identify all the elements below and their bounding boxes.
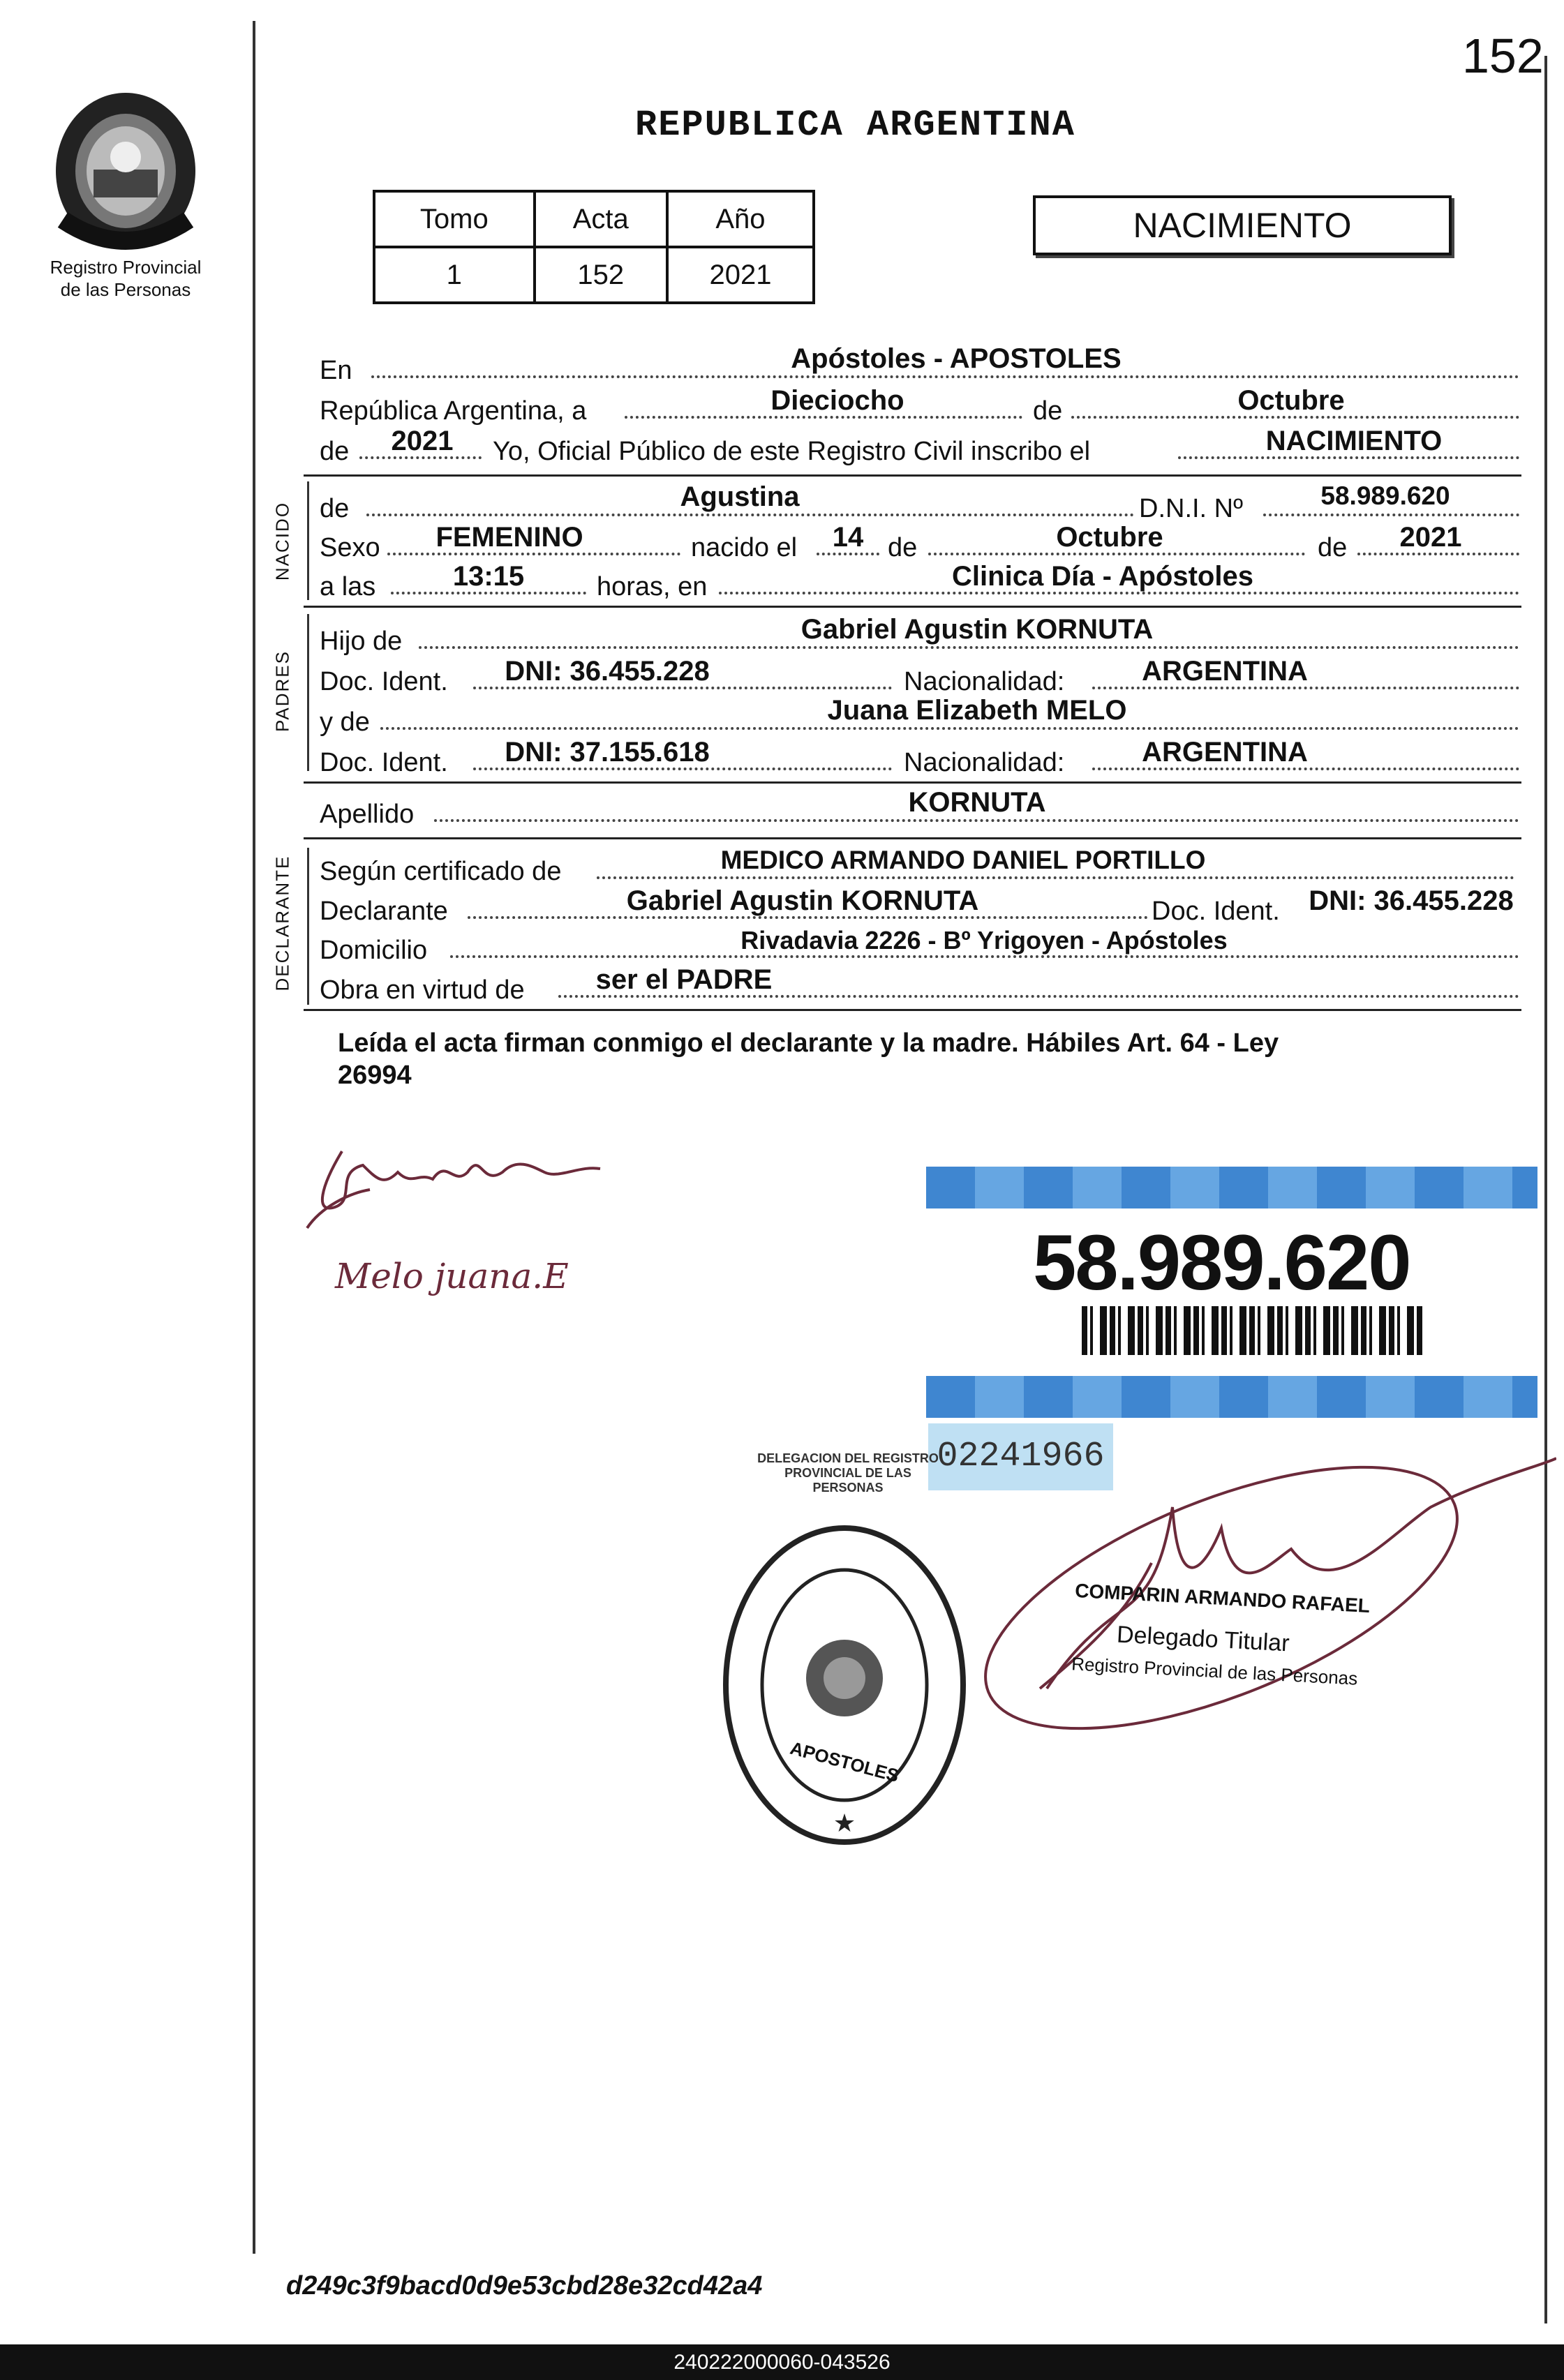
nac-label-father: Nacionalidad: (904, 667, 1065, 696)
month: Octubre (1237, 385, 1345, 416)
cert-dots (597, 876, 1514, 879)
header-anio: Año (667, 191, 814, 247)
mother-doc: DNI: 37.155.618 (505, 737, 710, 768)
declarante-name: Gabriel Agustin KORNUTA (626, 885, 979, 916)
child-name: Agustina (680, 481, 800, 512)
dni-sticker-number: 58.989.620 (1033, 1219, 1410, 1306)
act-type-box (1033, 195, 1452, 255)
day-words: Dieciocho (770, 385, 904, 416)
footer-id: 240222000060-043526 (673, 2351, 891, 2374)
sticker-code: 02241966 (937, 1437, 1105, 1476)
divider-declarante-bottom (304, 1009, 1521, 1011)
divider-declarante-top (304, 837, 1521, 839)
act-type: NACIMIENTO (1133, 206, 1352, 245)
mother-dots (380, 727, 1519, 730)
republica-label: República Argentina, a (320, 396, 587, 426)
de-label-4: de (888, 533, 918, 562)
logo-caption-1: Registro Provincial (50, 257, 202, 278)
mother-signature (293, 1130, 614, 1270)
dom-dots (450, 955, 1519, 958)
place: Apóstoles - APOSTOLES (791, 343, 1122, 374)
birth-year: 2021 (1399, 522, 1462, 553)
nacido-bracket (307, 481, 309, 600)
footer-bar (0, 2344, 1564, 2380)
official-role: Delegado Titular (1116, 1621, 1290, 1657)
section-padres: PADRES (271, 650, 293, 732)
header-tomo: Tomo (374, 191, 535, 247)
cert-label: Según certificado de (320, 857, 562, 886)
child-dni: 58.989.620 (1320, 481, 1450, 510)
birth-time: 13:15 (452, 561, 525, 592)
father-dots (419, 646, 1519, 649)
hijo-label: Hijo de (320, 627, 403, 656)
apellido: KORNUTA (908, 787, 1046, 818)
obra: ser el PADRE (595, 964, 773, 995)
divider-apellido-top (304, 781, 1521, 784)
declarante-bracket (307, 848, 309, 1005)
right-edge-line (1544, 56, 1547, 2323)
mother-signature-name: Melo juana.E (335, 1256, 569, 1296)
cert: MEDICO ARMANDO DANIEL PORTILLO (720, 846, 1206, 874)
document-hash: d249c3f9bacd0d9e53cbd28e32cd42a4 (286, 2271, 763, 2300)
doc-label-father: Doc. Ident. (320, 667, 448, 696)
official-org: Registro Provincial de las Personas (1071, 1653, 1358, 1689)
doc-label-mother: Doc. Ident. (320, 748, 448, 777)
header-acta: Acta (535, 191, 667, 247)
name-dots (366, 514, 1134, 516)
padres-bracket (307, 614, 309, 771)
de-label-2: de (320, 437, 350, 466)
apellido-label: Apellido (320, 800, 415, 829)
decl-doc-label: Doc. Ident. (1152, 897, 1280, 926)
nacido-el-label: nacido el (691, 533, 798, 562)
section-nacido: NACIDO (271, 501, 293, 581)
birth-place: Clinica Día - Apóstoles (952, 561, 1253, 592)
barcode (1082, 1306, 1424, 1355)
father-nationality: ARGENTINA (1142, 656, 1308, 687)
registry-table (373, 190, 815, 304)
value-tomo: 1 (374, 247, 535, 303)
divider-nacido-top (304, 474, 1521, 477)
alas-label: a las (320, 572, 376, 601)
declarante-label: Declarante (320, 897, 448, 926)
page-number: 152 (1462, 29, 1544, 83)
birth-day: 14 (832, 522, 864, 553)
divider-padres-top (304, 606, 1521, 608)
obra-label: Obra en virtud de (320, 975, 525, 1005)
sticker-band-bottom (926, 1376, 1537, 1418)
domicilio: Rivadavia 2226 - Bº Yrigoyen - Apóstoles (740, 926, 1228, 955)
declarante-doc: DNI: 36.455.228 (1309, 885, 1514, 916)
left-margin-line (253, 21, 255, 2254)
misiones-logo (49, 87, 202, 255)
nac-label-mother: Nacionalidad: (904, 748, 1065, 777)
de-label-1: de (1033, 396, 1063, 426)
mother-name: Juana Elizabeth MELO (827, 695, 1127, 726)
document-title: REPUBLICA ARGENTINA (635, 105, 1075, 146)
registry-stamp (719, 1521, 970, 1849)
logo-caption-2: de las Personas (60, 279, 191, 300)
de-label-5: de (1318, 533, 1348, 562)
value-anio: 2021 (667, 247, 814, 303)
apellido-dots (434, 819, 1519, 822)
svg-text:★: ★ (833, 1809, 856, 1837)
sexo-label: Sexo (320, 533, 380, 562)
father-name: Gabriel Agustin KORNUTA (800, 614, 1154, 645)
dni-label: D.N.I. Nº (1139, 494, 1243, 523)
domicilio-label: Domicilio (320, 936, 428, 965)
horas-label: horas, en (597, 572, 708, 601)
inscribo-text: Yo, Oficial Público de este Registro Civil inscribo el (493, 437, 1091, 466)
de-label-3: de (320, 494, 350, 523)
stamp-inner-text: APOSTOLES (788, 1737, 902, 1787)
sexo: FEMENINO (435, 522, 583, 553)
section-declarante: DECLARANTE (271, 855, 293, 991)
value-acta: 152 (535, 247, 667, 303)
father-doc: DNI: 36.455.228 (505, 656, 710, 687)
mother-nationality: ARGENTINA (1142, 737, 1308, 768)
en-dots (371, 375, 1519, 378)
event: NACIMIENTO (1265, 426, 1443, 456)
closing-text-2: 26994 (338, 1061, 412, 1090)
stamp-outer-text: DELEGACION DEL REGISTRO PROVINCIAL DE LAS PERSONAS (757, 1451, 939, 1495)
yde-label: y de (320, 708, 370, 737)
en-label: En (320, 356, 352, 385)
closing-text-1: Leída el acta firman conmigo el declarante y la madre. Hábiles Art. 64 - Ley (338, 1028, 1279, 1058)
sticker-band-top (926, 1167, 1537, 1208)
official-name: COMPARIN ARMANDO RAFAEL (1074, 1579, 1371, 1617)
birth-month: Octubre (1056, 522, 1163, 553)
year: 2021 (391, 426, 454, 456)
dni-dots (1263, 514, 1519, 516)
